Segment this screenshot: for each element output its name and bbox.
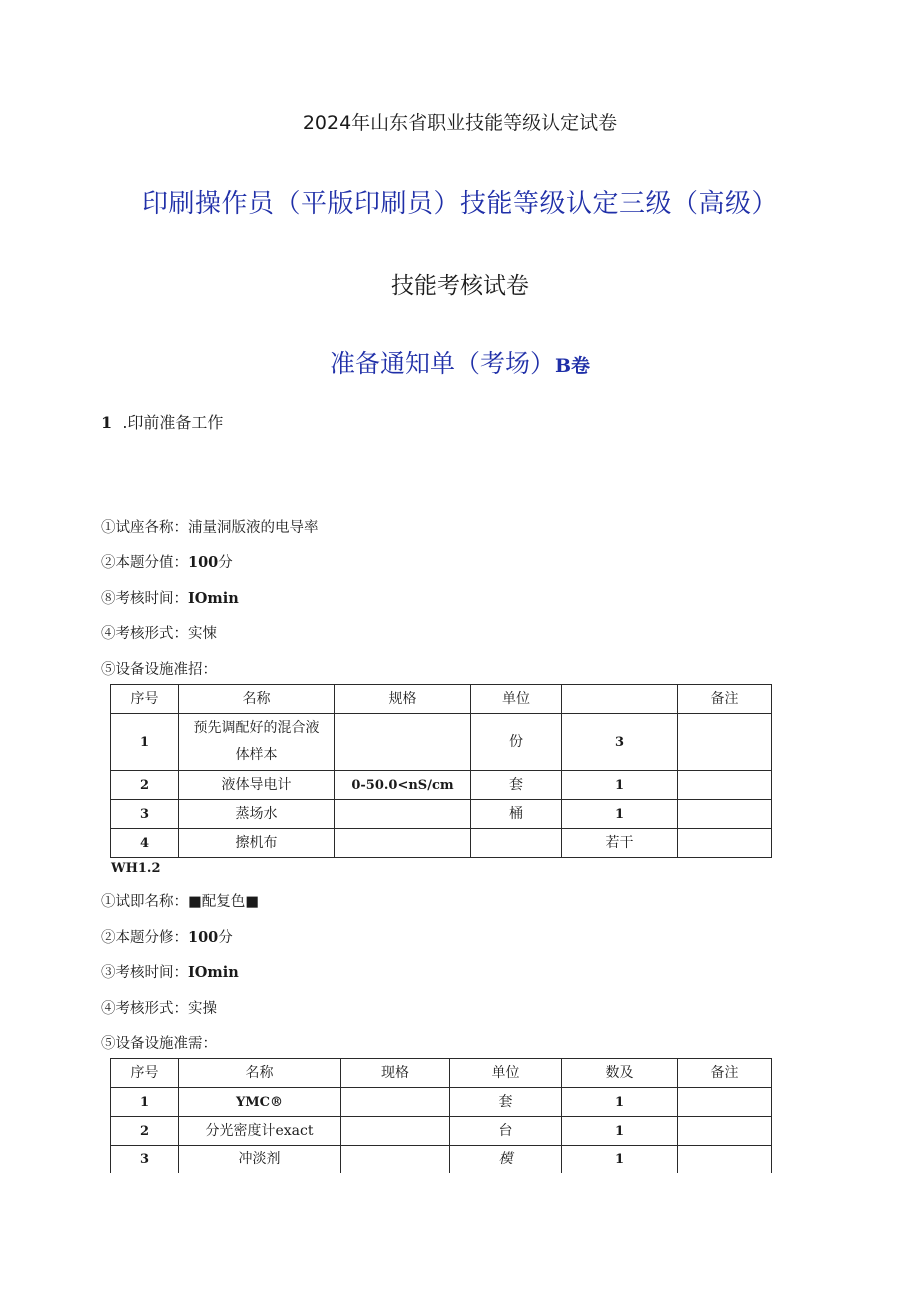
main-title: 印刷操作员（平版印刷员）技能等级认定三级（高级） xyxy=(141,189,778,219)
item1-form-label: ④考核形式： xyxy=(101,626,188,642)
cell-spec xyxy=(335,829,471,858)
cell-name: 冲淡剂 xyxy=(179,1146,341,1174)
cell-no: 4 xyxy=(111,829,179,858)
table-row xyxy=(111,1117,772,1146)
header-cell: 名称 xyxy=(179,685,335,714)
item2-code: WH1.2 xyxy=(111,861,161,876)
table-header-row xyxy=(111,1059,772,1088)
cell-note xyxy=(678,1146,772,1174)
item2-score-unit: 分 xyxy=(218,930,233,946)
header-cell: 现格 xyxy=(341,1059,450,1088)
cell-name: 擦机布 xyxy=(179,829,335,858)
cell-spec xyxy=(341,1146,450,1174)
item2-time-line xyxy=(101,961,239,982)
item2-name-label: ①试即名称： xyxy=(101,894,188,910)
item1-time-label: ⑧考核时间： xyxy=(101,591,188,607)
cell-note xyxy=(678,1117,772,1146)
item1-time-line xyxy=(101,587,239,608)
table-row xyxy=(111,1146,772,1174)
cell-name: 液体导电计 xyxy=(179,771,335,800)
item2-time-value: IOmin xyxy=(188,964,239,981)
cell-no: 2 xyxy=(111,1117,179,1146)
cell-qty: 1 xyxy=(562,771,678,800)
notice-text: 准备通知单（考场） xyxy=(329,349,555,378)
item1-equip-label: ⑤设备设施准招： xyxy=(101,662,217,678)
cell-name: 分光密度计exact xyxy=(179,1117,341,1146)
sub-title: 技能考核试卷 xyxy=(391,273,529,299)
item2-name-line xyxy=(101,890,259,911)
cell-unit: 台 xyxy=(450,1117,562,1146)
cell-qty: 1 xyxy=(562,1117,678,1146)
cell-unit: 套 xyxy=(450,1088,562,1117)
item1-score-unit: 分 xyxy=(218,555,233,571)
cell-name: 蒸场水 xyxy=(179,800,335,829)
header-cell: 单位 xyxy=(450,1059,562,1088)
item2-form-line xyxy=(101,997,217,1018)
header-cell: 规格 xyxy=(335,685,471,714)
cell-qty: 1 xyxy=(562,800,678,829)
item2-form-value: 实操 xyxy=(188,1001,217,1017)
item1-time-value: IOmin xyxy=(188,590,239,607)
item1-score-value: 100 xyxy=(188,554,219,571)
equipment-table-1 xyxy=(110,684,772,858)
cell-unit: 模 xyxy=(450,1146,562,1174)
table-row xyxy=(111,714,772,771)
section-title: .印前准备工作 xyxy=(122,413,224,432)
cell-name xyxy=(179,714,335,771)
cell-no: 1 xyxy=(111,1088,179,1117)
cell-qty: 3 xyxy=(562,714,678,771)
header-cell: 数及 xyxy=(562,1059,678,1088)
table-row xyxy=(111,1088,772,1117)
cell-unit xyxy=(471,829,562,858)
cell-note xyxy=(678,800,772,829)
header-cell: 序号 xyxy=(111,1059,179,1088)
cell-note xyxy=(678,829,772,858)
cell-note xyxy=(678,771,772,800)
table-header-row xyxy=(111,685,772,714)
cell-name-line2: 体样本 xyxy=(235,747,278,763)
table-row xyxy=(111,771,772,800)
section-number: 1 xyxy=(101,413,113,432)
item2-time-label: ③考核时间： xyxy=(101,965,188,981)
header-cell: 备注 xyxy=(678,1059,772,1088)
item2-score-value: 100 xyxy=(188,929,219,946)
notice-title xyxy=(0,344,920,380)
cell-no: 2 xyxy=(111,771,179,800)
notice-suffix: B卷 xyxy=(554,355,591,377)
cell-name: YMC® xyxy=(179,1088,341,1117)
cell-spec xyxy=(341,1117,450,1146)
item2-name-value: ■配复色■ xyxy=(188,894,259,910)
equipment-table-2 xyxy=(110,1058,772,1173)
item1-form-value: 实悚 xyxy=(188,626,217,642)
item1-score-line xyxy=(101,551,233,572)
table-row xyxy=(111,800,772,829)
cell-qty: 若干 xyxy=(562,829,678,858)
cell-no: 3 xyxy=(111,800,179,829)
cell-no: 1 xyxy=(111,714,179,771)
table-row xyxy=(111,829,772,858)
header-cell: 备注 xyxy=(678,685,772,714)
header-cell: 名称 xyxy=(179,1059,341,1088)
item2-form-label: ④考核形式： xyxy=(101,1001,188,1017)
cell-unit: 份 xyxy=(471,714,562,771)
item1-name-value: 浦量洞版液的电导率 xyxy=(188,520,319,536)
cell-spec xyxy=(335,800,471,829)
item1-name-line xyxy=(101,516,319,537)
item1-form-line xyxy=(101,622,217,643)
cell-spec xyxy=(341,1088,450,1117)
cell-qty: 1 xyxy=(562,1146,678,1174)
item2-equip-label: ⑤设备设施准需： xyxy=(101,1036,217,1052)
section-heading xyxy=(101,410,223,433)
cell-unit: 套 xyxy=(471,771,562,800)
exam-header: 2024年山东省职业技能等级认定试卷 xyxy=(302,112,618,134)
header-cell: 序号 xyxy=(111,685,179,714)
header-cell xyxy=(562,685,678,714)
cell-note xyxy=(678,1088,772,1117)
header-cell: 单位 xyxy=(471,685,562,714)
cell-spec xyxy=(335,714,471,771)
cell-qty: 1 xyxy=(562,1088,678,1117)
cell-unit: 桶 xyxy=(471,800,562,829)
item1-score-label: ②本题分值： xyxy=(101,555,188,571)
item2-score-label: ②本题分修： xyxy=(101,930,188,946)
cell-name-line1: 预先调配好的混合液 xyxy=(193,720,320,736)
item2-score-line xyxy=(101,926,233,947)
cell-spec: 0-50.0<nS∕cm xyxy=(335,771,471,800)
cell-no: 3 xyxy=(111,1146,179,1174)
cell-note xyxy=(678,714,772,771)
item1-name-label: ①试座各称： xyxy=(101,520,188,536)
